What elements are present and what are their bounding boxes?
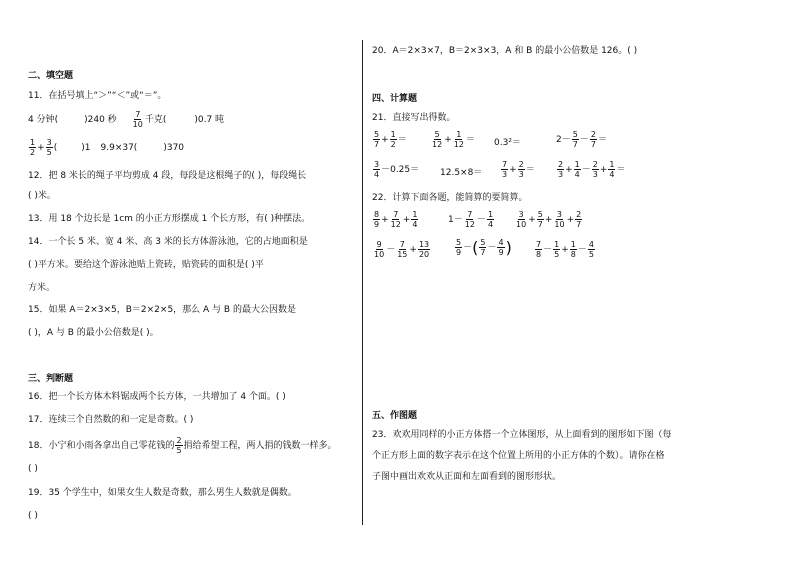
calc-r2-a: $\frac{3}{4}$ －0.25＝ — [374, 160, 420, 179]
calc-r4-b: $\frac{5}{9}$ － ( $\frac{5}{7}$ － $\frac{4}{9}$ ) — [456, 237, 512, 257]
q19-text: 19．35 个学生中，如果女生人数是奇数，那么男生人数就是偶数。 — [28, 488, 297, 498]
section2-title: 二、填空题 — [28, 71, 74, 81]
q23-line3: 子图中画出欢欢从正面和左面看到的图形形状。 — [372, 472, 562, 482]
calc-r2-d: $\frac{2}{3}$ + $\frac{1}{4}$ － $\frac{2}{3}$ + $\frac{1}{4}$ ＝ — [558, 160, 626, 179]
q14-line2: ( )平方米。要给这个游泳池贴上瓷砖，贴瓷砖的面积是( )平 — [28, 260, 264, 270]
section3-title: 三、判断题 — [28, 374, 74, 384]
q13-text: 13．用 18 个边长是 1cm 的小正方形摆成 1 个长方形，有( )种摆法。 — [28, 214, 311, 224]
q14-line1: 14．一个长 5 米、宽 4 米、高 3 米的长方体游泳池，它的占地面积是 — [28, 237, 308, 247]
calc-r1-c: 0.3²＝ — [494, 138, 521, 148]
q19-answer: ( ) — [28, 511, 38, 521]
q12-line1: 12．把 8 米长的绳子平均剪成 4 段，每段是这根绳子的( )，每段绳长 — [28, 171, 307, 181]
q20-text: 20．A＝2×3×7，B＝2×3×3，A 和 B 的最小公倍数是 126。( ) — [372, 46, 638, 56]
q12-line2: ( )米。 — [28, 191, 56, 201]
calc-r4-a: $\frac{9}{10}$ － $\frac{7}{15}$ + $\frac{13}{20}$ — [374, 240, 430, 259]
calc-r1-d: 2－ $\frac{5}{7}$ － $\frac{2}{7}$ ＝ — [556, 130, 607, 149]
q21-text: 21．直接写出得数。 — [372, 113, 456, 123]
calc-r3-c: $\frac{3}{10}$ + $\frac{5}{7}$ + $\frac{3}{10}$ + $\frac{2}{7}$ — [516, 210, 582, 229]
q14-line3: 方米。 — [28, 283, 56, 293]
q11-row1: 4 分钟( )240 秒 $\frac{7}{10}$ 千克( )0.7 吨 — [28, 110, 225, 129]
section4-title: 四、计算题 — [372, 94, 418, 104]
calc-r3-a: $\frac{8}{9}$ + $\frac{7}{12}$ + $\frac{1}{4}$ — [374, 210, 418, 229]
calc-r2-c: $\frac{7}{3}$ + $\frac{2}{3}$ ＝ — [502, 160, 535, 179]
fraction-7-10: $\frac{7}{10}$ — [132, 110, 143, 129]
calc-r3-b: 1－ $\frac{7}{12}$ － $\frac{1}{4}$ — [448, 210, 494, 229]
q11-text: 11．在括号填上“＞”“＜”或“＝”。 — [28, 91, 167, 101]
q15-line1: 15．如果 A＝2×3×5，B＝2×2×5，那么 A 与 B 的最大公因数是 — [28, 305, 296, 315]
q17-text: 17．连续三个自然数的和一定是奇数。( ) — [28, 415, 194, 425]
q16-text: 16．把一个长方体木料锯成两个长方体，一共增加了 4 个面。( ) — [28, 392, 286, 402]
q15-line2: ( )，A 与 B 的最小公倍数是( )。 — [28, 328, 159, 338]
q11-row2: $\frac{1}{2}$ + $\frac{3}{5}$ ( )1 9.9×37( )370 — [30, 138, 185, 157]
fraction-2-5: $\frac{2}{5}$ — [176, 436, 182, 455]
calc-r4-c: $\frac{7}{8}$ － $\frac{1}{5}$ + $\frac{1}{8}$ － $\frac{4}{5}$ — [536, 240, 594, 259]
calc-r2-b: 12.5×8＝ — [440, 168, 483, 178]
calc-r1-a: $\frac{5}{7}$ + $\frac{1}{2}$ ＝ — [374, 130, 407, 149]
column-divider — [362, 40, 363, 525]
calc-r1-b: $\frac{5}{12}$ + $\frac{1}{12}$ ＝ — [432, 130, 475, 149]
q23-line2: 个正方形上面的数字表示在这个位置上所用的小正方体的个数）。请你在格 — [372, 451, 665, 461]
q22-text: 22．计算下面各题，能简算的要简算。 — [372, 193, 528, 203]
q23-line1: 23．欢欢用同样的小正方体搭一个立体图形，从上面看到的图形如下图（每 — [372, 430, 672, 440]
section5-title: 五、作图题 — [372, 411, 418, 421]
q18-line1: 18．小宁和小雨各拿出自己零花钱的 $\frac{2}{5}$ 捐给希望工程，两人捐的钱数一样多。 — [28, 436, 337, 455]
q18-line2: ( ) — [28, 464, 38, 474]
